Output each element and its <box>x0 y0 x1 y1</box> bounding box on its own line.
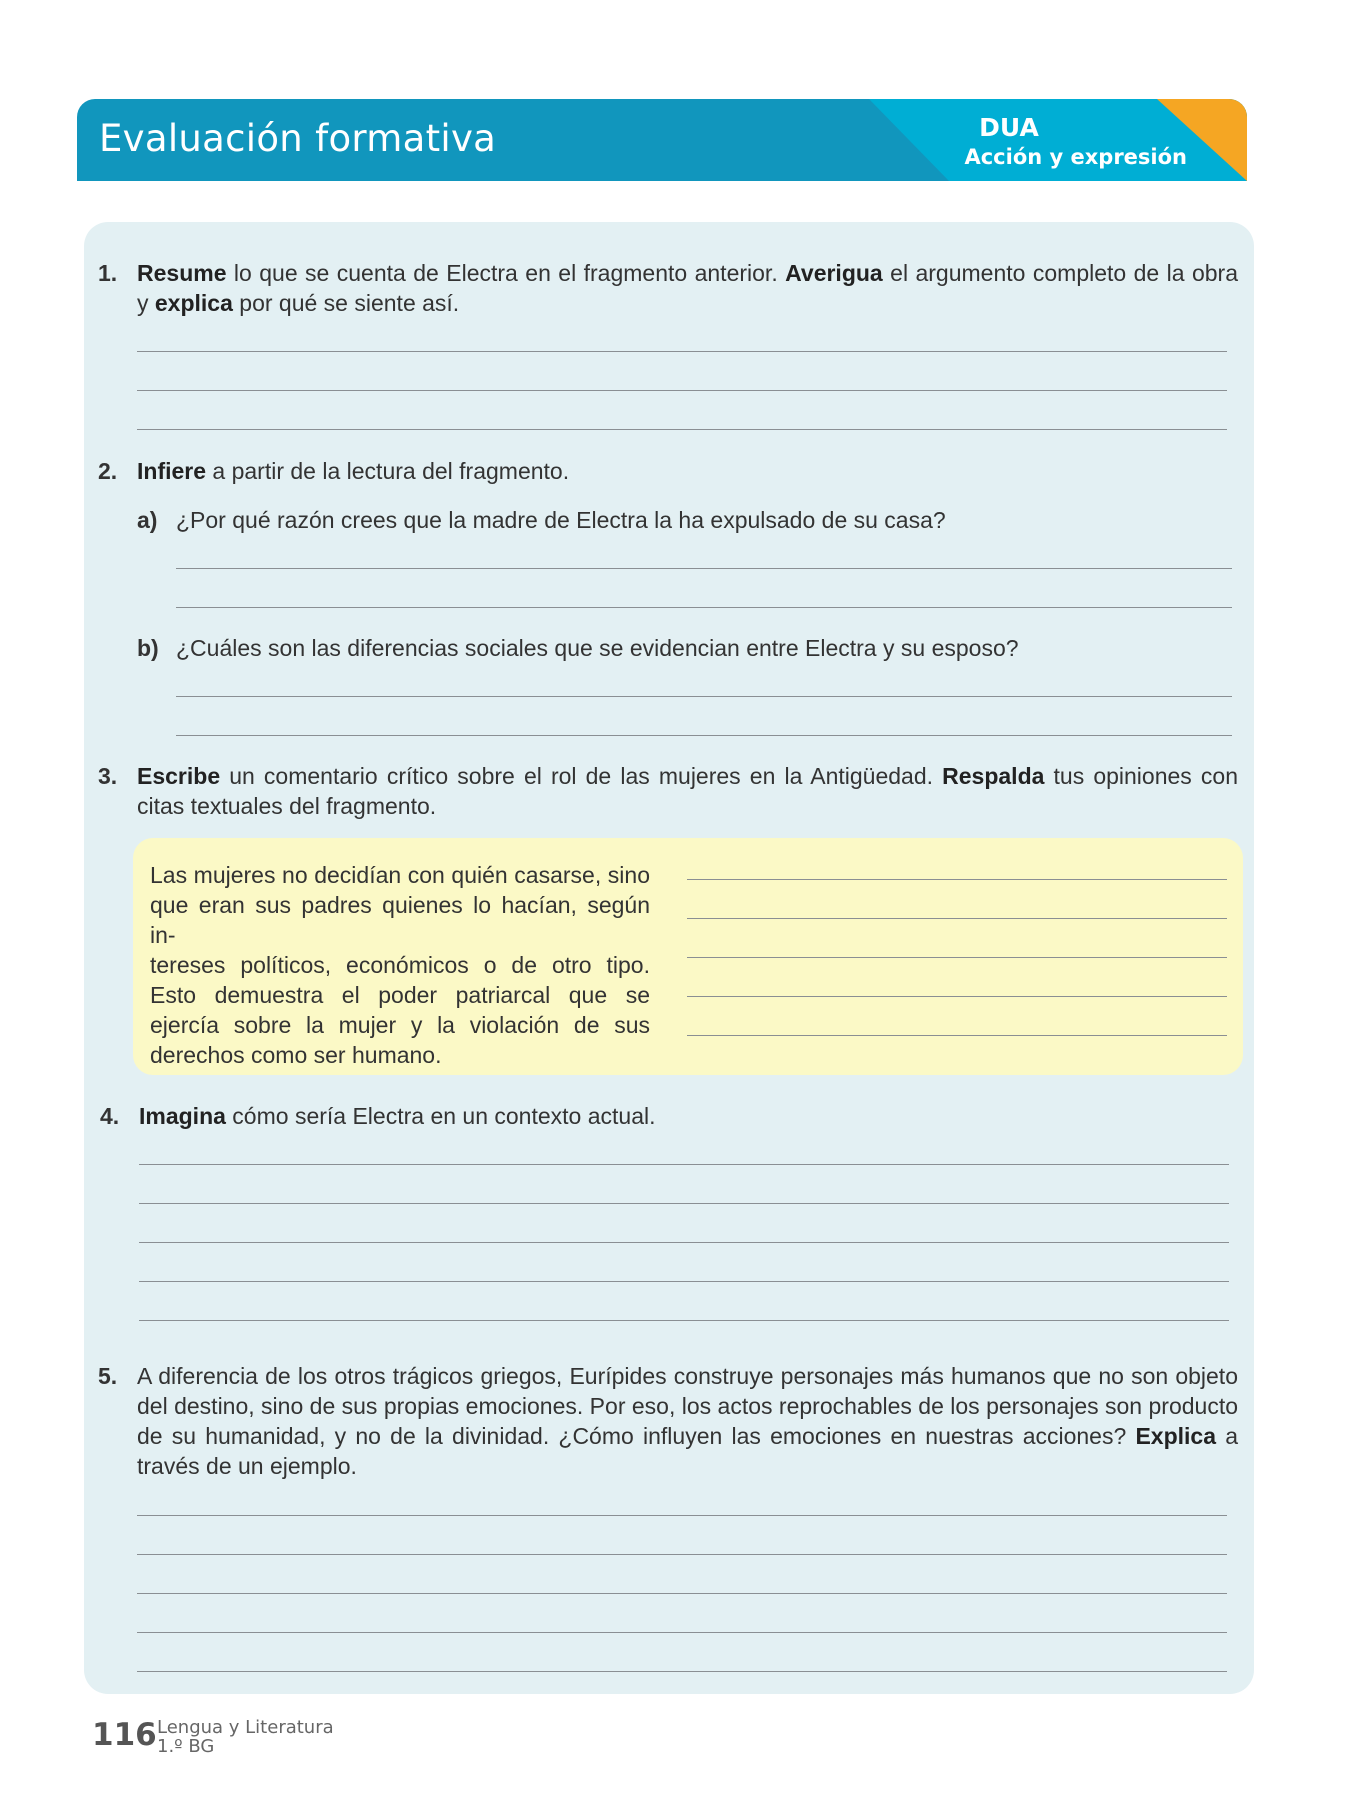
section-title: Evaluación formativa <box>99 117 497 160</box>
answer-line[interactable] <box>137 1593 1227 1594</box>
question-text-segment: el argumento completo de la obra y <box>137 260 1238 316</box>
section-header-banner <box>77 99 1247 181</box>
answer-line[interactable] <box>687 957 1227 958</box>
instruction-verb: Infiere <box>137 458 207 484</box>
answer-line[interactable] <box>176 568 1232 569</box>
answer-line[interactable] <box>176 607 1232 608</box>
instruction-verb: Imagina <box>139 1103 226 1129</box>
answer-line[interactable] <box>139 1242 1229 1243</box>
question-number: 3. <box>98 763 118 789</box>
answer-line[interactable] <box>139 1203 1229 1204</box>
subquestion-text: ¿Cuáles son las diferencias sociales que se evidencian entre Electra y su esposo? <box>176 635 1019 661</box>
footer-subject-block <box>157 1718 334 1756</box>
question-text-segment: un comentario crítico sobre el rol de las mujeres en la Antigüedad. <box>220 763 943 789</box>
question-text <box>137 456 1238 486</box>
answer-line[interactable] <box>137 429 1227 430</box>
instruction-verb: Explica <box>1135 1423 1217 1449</box>
question-text-segment: a partir de la lectura del fragmento. <box>206 458 570 484</box>
answer-line[interactable] <box>137 1515 1227 1516</box>
instruction-verb: Escribe <box>137 763 221 789</box>
question-text <box>137 761 1238 821</box>
question-text <box>137 258 1238 318</box>
sample-answer-box <box>133 838 1243 1075</box>
question-text <box>137 1361 1238 1481</box>
dua-badge-title: DUA <box>979 113 1039 142</box>
footer-grade: 1.º BG <box>157 1736 215 1757</box>
question-text-segment: lo que se cuenta de Electra en el fragmento anterior. <box>226 260 786 286</box>
answer-line[interactable] <box>687 879 1227 880</box>
subquestion-text: ¿Por qué razón crees que la madre de Electra la ha expulsado de su casa? <box>176 507 946 533</box>
dua-badge-subtitle: Acción y expresión <box>964 145 1187 169</box>
answer-line[interactable] <box>137 351 1227 352</box>
question-number: 1. <box>98 260 118 286</box>
subquestion-label: b) <box>137 635 159 661</box>
subquestion-label: a) <box>137 507 158 533</box>
answer-line[interactable] <box>687 918 1227 919</box>
page-number: 116 <box>92 1717 157 1753</box>
instruction-verb: Respalda <box>942 763 1045 789</box>
answer-line[interactable] <box>139 1164 1229 1165</box>
answer-line[interactable] <box>687 996 1227 997</box>
footer-subject: Lengua y Literatura <box>157 1717 334 1738</box>
question-number: 5. <box>98 1363 118 1389</box>
question-text <box>139 1101 1239 1131</box>
answer-line[interactable] <box>176 696 1232 697</box>
instruction-verb: explica <box>154 290 233 316</box>
instruction-verb: Averigua <box>785 260 883 286</box>
question-text-segment: a través de un ejemplo. <box>137 1423 1239 1479</box>
answer-line[interactable] <box>137 1671 1227 1672</box>
question-text-segment: por qué se siente así. <box>232 290 460 316</box>
question-text-segment: tus opiniones con citas textuales del fragmento. <box>137 763 1238 819</box>
question-text-segment: cómo sería Electra en un contexto actual. <box>225 1103 656 1129</box>
answer-line[interactable] <box>137 1554 1227 1555</box>
answer-line[interactable] <box>687 1035 1227 1036</box>
question-number: 4. <box>100 1103 120 1129</box>
sample-answer-text: Las mujeres no decidían con quién casarse, sino que eran sus padres quienes lo hacían, según in- tereses políticos, económicos o de otro tipo. Esto demuestra el poder patriarcal que se ejercía sobre la mujer y la violación de sus derechos como ser humano. <box>150 862 650 1068</box>
instruction-verb: Resume <box>137 260 227 286</box>
answer-line[interactable] <box>137 1632 1227 1633</box>
question-text-segment: A diferencia de los otros trágicos griegos, Eurípides construye personajes más humanos que no son objeto del destino, sino de sus propias emociones. Por eso, los actos reprochables de los personajes son producto de su humanidad, y no de la divinidad. ¿Cómo influyen las emociones en nuestras acciones? <box>137 1363 1238 1449</box>
answer-line[interactable] <box>139 1281 1229 1282</box>
question-number: 2. <box>98 458 118 484</box>
answer-line[interactable] <box>137 390 1227 391</box>
answer-line[interactable] <box>139 1320 1229 1321</box>
answer-line[interactable] <box>176 735 1232 736</box>
